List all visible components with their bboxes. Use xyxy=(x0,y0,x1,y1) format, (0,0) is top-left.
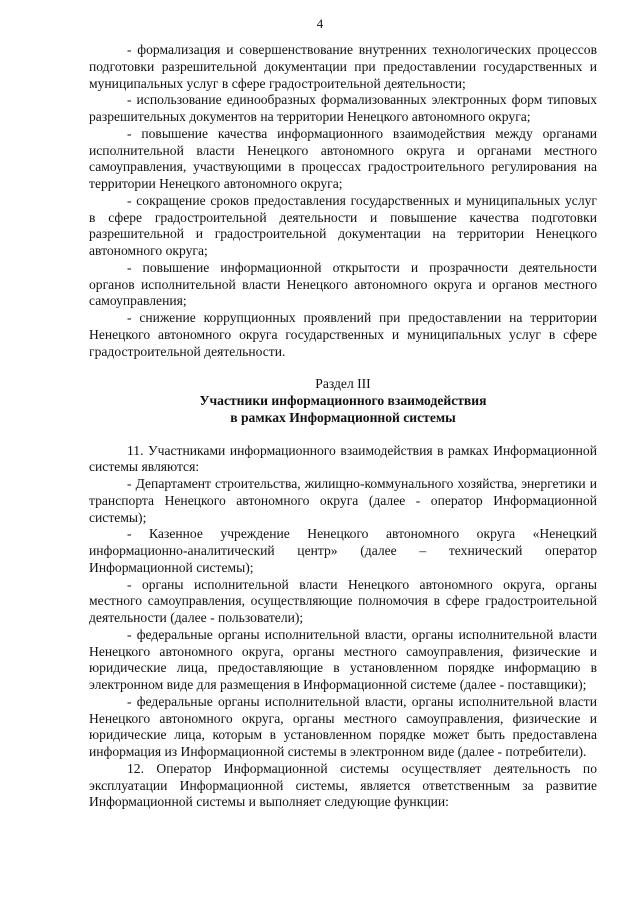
clause-11-intro: 11. Участниками информационного взаимодействия в рамках Информационной системы являются: xyxy=(89,442,597,475)
section-heading xyxy=(89,376,597,426)
page-number: 4 xyxy=(316,16,324,31)
goal-item: - повышение качества информационного взаимодействия между органами исполнительной власти Ненецкого автономного округа и органами местного самоуправления, участвующими в процессах градостроительного регулирования на территории Ненецкого автономного округа; xyxy=(89,125,597,191)
participant-item: - Казенное учреждение Ненецкого автономного округа «Ненецкий информационно-аналитический центр» (далее – технический оператор Информационной системы); xyxy=(89,526,597,575)
section-label: Раздел III xyxy=(315,376,371,392)
goal-item: - сокращение сроков предоставления государственных и муниципальных услуг в сфере градостроительной деятельности и повышение качества подготовки разрешительной и градостроительной документации на территории Ненецкого автономного округа; xyxy=(89,192,597,258)
participant-item: - Департамент строительства, жилищно-коммунального хозяйства, энергетики и транспорта Ненецкого автономного округа (далее - оператор Информационной системы); xyxy=(89,476,597,525)
section-title-line-2: в рамках Информационной системы xyxy=(230,409,456,425)
spacer xyxy=(89,427,597,443)
goal-item: - использование единообразных формализованных электронных форм типовых разрешительных документов на территории Ненецкого автономного округа; xyxy=(89,92,597,124)
goal-item: - формализация и совершенствование внутренних технологических процессов подготовки разрешительной документации при предоставлении государственных и муниципальных услуг в сфере градостроительной деятельности; xyxy=(89,42,597,91)
section-title-line-1: Участники информационного взаимодействия xyxy=(199,393,487,408)
participant-item: - органы исполнительной власти Ненецкого автономного округа, органы местного самоуправления, осуществляющие полномочия в сфере градостроительной деятельности (далее - пользователи); xyxy=(89,576,597,625)
goal-item: - повышение информационной открытости и прозрачности деятельности органов исполнительной власти Ненецкого автономного округа и органов местного самоуправления; xyxy=(89,259,597,309)
goal-item: - снижение коррупционных проявлений при предоставлении на территории Ненецкого автономного округа государственных и муниципальных услуг в сфере градостроительной деятельности. xyxy=(89,310,597,359)
participant-item: - федеральные органы исполнительной власти, органы исполнительной власти Ненецкого автономного округа, органы местного самоуправления, физические и юридические лица, предоставляющие в установленном порядке информацию в электронном виде для размещения в Информационной системе (далее - поставщики); xyxy=(89,626,597,692)
participant-item: - федеральные органы исполнительной власти, органы исполнительной власти Ненецкого автономного округа, органы местного самоуправления, физические и юридические лица, которым в установленном порядке может быть предоставлена информация из Информационной системы в электронном виде (далее - потребители). xyxy=(89,693,597,759)
page-content xyxy=(89,42,597,811)
clause-12: 12. Оператор Информационной системы осуществляет деятельность по эксплуатации Информационной системы, является ответственным за развитие Информационной системы и выполняет следующие функции: xyxy=(89,760,597,810)
spacer xyxy=(89,360,597,376)
